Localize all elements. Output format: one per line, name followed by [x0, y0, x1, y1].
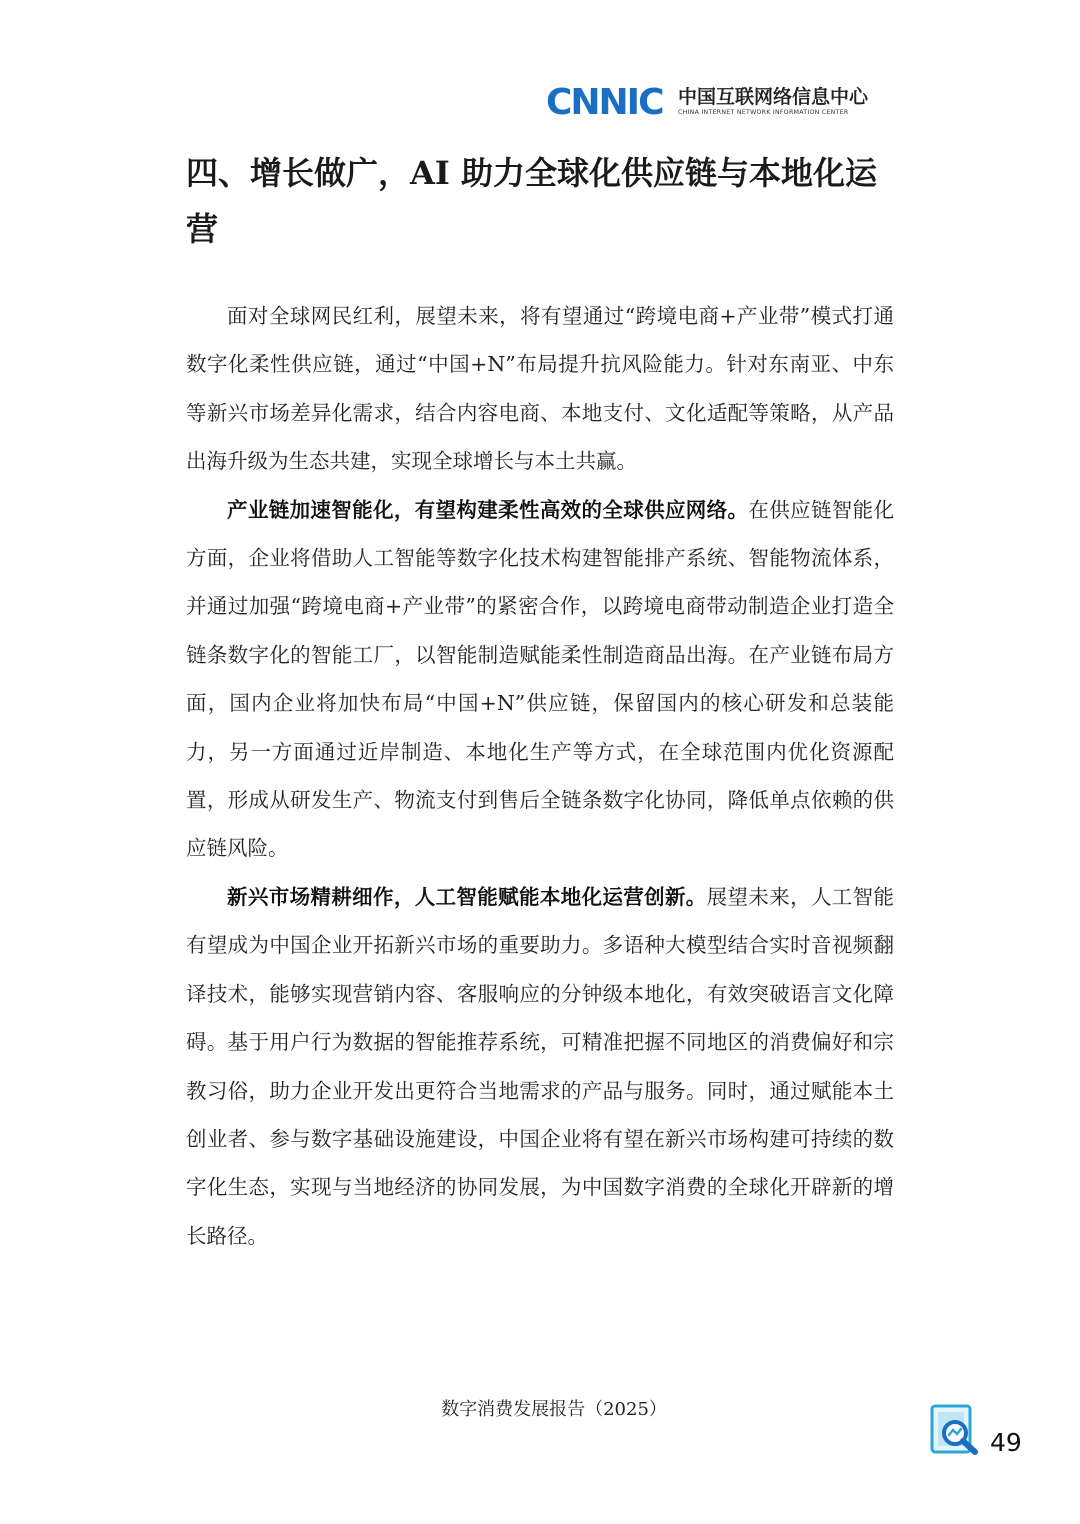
- footer-report-title: 数字消费发展报告（2025）: [441, 1399, 667, 1420]
- report-magnifier-icon: [930, 1404, 980, 1456]
- cnnic-logo: [546, 82, 896, 123]
- body-text: [186, 292, 894, 1260]
- paragraph-lead: 新兴市场精耕细作，人工智能赋能本地化运营创新。: [227, 884, 707, 909]
- section-title: 四、增长做广，AI 助力全球化供应链与本地化运营: [186, 154, 877, 248]
- paragraph-text: 展望未来，人工智能有望成为中国企业开拓新兴市场的重要助力。多语种大模型结合实时音视频翻译技术，能够实现营销内容、客服响应的分钟级本地化，有效突破语言文化障碍。基于用户行为数据的智能推荐系统，可精准把握不同地区的消费偏好和宗教习俗，助力企业开发出更符合当地需求的产品与服务。同时，通过赋能本土创业者、参与数字基础设施建设，中国企业将有望在新兴市场构建可持续的数字化生态，实现与当地经济的协同发展，为中国数字消费的全球化开辟新的增长路径。: [186, 884, 895, 1248]
- org-name-cn: 中国互联网络信息中心: [678, 86, 869, 108]
- paragraph-text: 在供应链智能化方面，企业将借助人工智能等数字化技术构建智能排产系统、智能物流体系，并通过加强“跨境电商+产业带”的紧密合作，以跨境电商带动制造企业打造全链条数字化的智能工厂，以智能制造赋能柔性制造商品出海。在产业链布局方面，国内企业将加快布局“中国+N”供应链，保留国内的核心研发和总装能力，另一方面通过近岸制造、本地化生产等方式，在全球范围内优化资源配置，形成从研发生产、物流支付到售后全链条数字化协同，降低单点依赖的供应链风险。: [186, 497, 895, 861]
- paragraph-text: 面对全球网民红利，展望未来，将有望通过“跨境电商+产业带”模式打通数字化柔性供应链，通过“中国+N”布局提升抗风险能力。针对东南亚、中东等新兴市场差异化需求，结合内容电商、本地支付、文化适配等策略，从产品出海升级为生态共建，实现全球增长与本土共赢。: [186, 304, 894, 474]
- paragraph-1: [186, 292, 894, 486]
- page-number: 49: [990, 1428, 1022, 1457]
- paragraph-3: [186, 873, 894, 1260]
- paragraph-2: [186, 486, 894, 873]
- paragraph-lead: 产业链加速智能化，有望构建柔性高效的全球供应网络。: [227, 497, 749, 522]
- org-name-en: CHINA INTERNET NETWORK INFORMATION CENTER: [678, 109, 849, 116]
- cnnic-logo-mark: CNNIC: [546, 82, 663, 123]
